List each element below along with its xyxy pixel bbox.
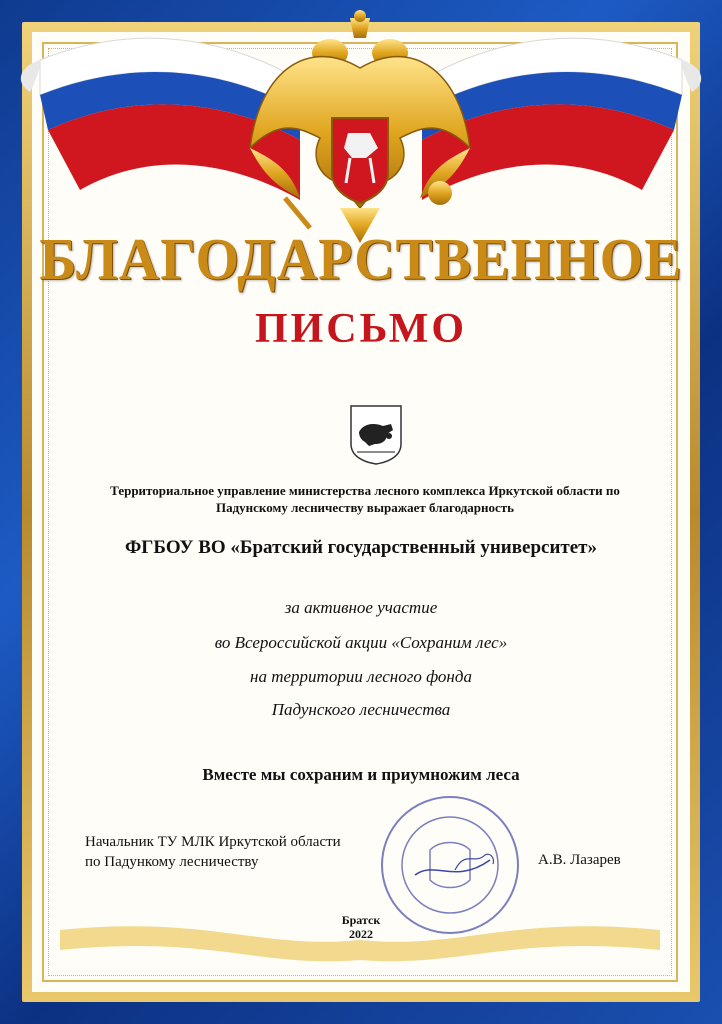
russian-coat-of-arms-icon <box>240 8 480 258</box>
signatory-position-line-2: по Падункому лесничеству <box>85 854 259 870</box>
reason-line-2: во Всероссийской акции «Сохраним лес» <box>214 633 508 652</box>
title-line-2: ПИСЬМО <box>254 306 468 352</box>
city-text: Братск <box>341 913 381 927</box>
reason-line-3: на территории лесного фонда <box>250 667 472 686</box>
irkutsk-coat-of-arms-icon <box>349 404 403 466</box>
place-and-year <box>0 913 722 941</box>
title-line-1: БЛАГОДАРСТВЕННОЕ <box>39 227 683 293</box>
signatory-position-line-1: Начальник ТУ МЛК Иркутской области <box>85 834 341 850</box>
year-text: 2022 <box>349 927 373 941</box>
reason-line-1: за активное участие <box>284 598 438 617</box>
reason-line-4: Падунского лесничества <box>271 700 451 719</box>
issuer-text: Территориальное управление министерства лесного комплекса Иркутской области по Падунскому лесничеству выражает благодарность <box>110 483 620 515</box>
signatory-position <box>85 832 341 872</box>
signatory-name: А.В. Лазарев <box>538 852 621 868</box>
recipient-text: ФГБОУ ВО «Братский государственный университет» <box>124 537 597 558</box>
motto-text: Вместе мы сохраним и приумножим леса <box>202 765 520 784</box>
